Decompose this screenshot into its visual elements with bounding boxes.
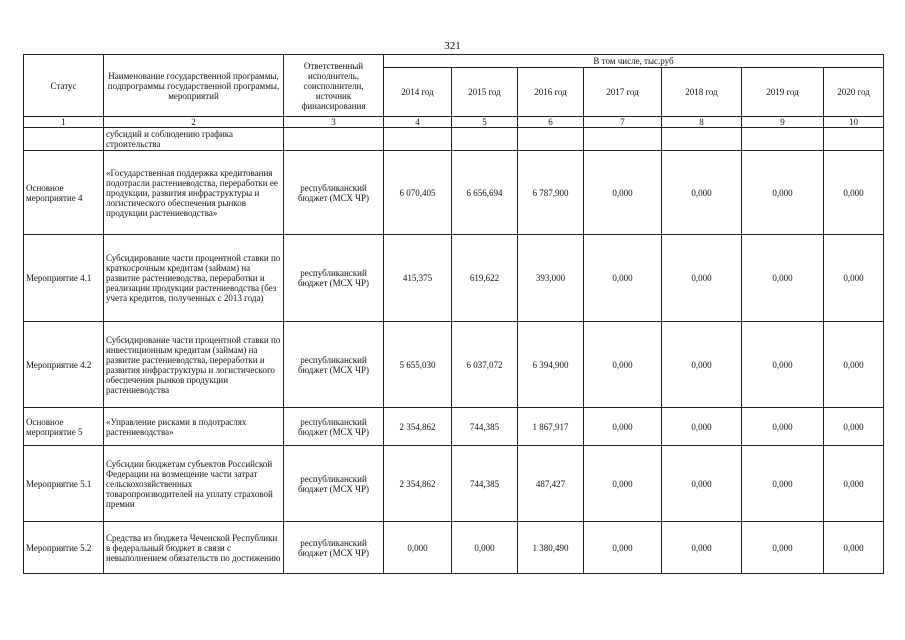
row-value: 0,000 <box>662 235 742 322</box>
row-value: 0,000 <box>584 408 662 446</box>
column-index-row <box>24 117 884 128</box>
header-responsible: Ответственный исполнитель, соисполнители, источник финансирования <box>284 55 384 117</box>
row-value: 0,000 <box>584 235 662 322</box>
row-name: Субсидирование части процентной ставки по краткосрочным кредитам (займам) на развитие растениеводства, переработки и реализации продукции растениеводства (без учета кредитов, полученных с 2013 года) <box>104 235 284 322</box>
column-index: 9 <box>742 117 824 128</box>
header-year: 2018 год <box>662 68 742 117</box>
page-number: 321 <box>444 40 461 52</box>
table-row <box>24 235 884 322</box>
row-name: Субсидии бюджетам субъектов Российской Федерации на возмещение части затрат сельскохозяйственных товаропроизводителей на уплату страховой премии <box>104 446 284 522</box>
row-value: 744,385 <box>452 446 518 522</box>
header-year: 2016 год <box>518 68 584 117</box>
row-value: 0,000 <box>742 408 824 446</box>
row-value: 0,000 <box>662 322 742 408</box>
row-value <box>384 128 452 151</box>
row-value: 0,000 <box>662 446 742 522</box>
row-status: Мероприятие 5.1 <box>24 446 104 522</box>
row-source: республиканский бюджет (МСХ ЧР) <box>284 151 384 235</box>
column-index: 3 <box>284 117 384 128</box>
row-value <box>824 128 884 151</box>
row-status: Мероприятие 4.1 <box>24 235 104 322</box>
row-status <box>24 128 104 151</box>
row-source: республиканский бюджет (МСХ ЧР) <box>284 522 384 574</box>
row-source: республиканский бюджет (МСХ ЧР) <box>284 235 384 322</box>
row-source: республиканский бюджет (МСХ ЧР) <box>284 322 384 408</box>
header-year: 2014 год <box>384 68 452 117</box>
column-index: 8 <box>662 117 742 128</box>
row-value: 0,000 <box>824 322 884 408</box>
row-value: 1 380,490 <box>518 522 584 574</box>
row-status: Основное мероприятие 5 <box>24 408 104 446</box>
table-row <box>24 446 884 522</box>
row-status: Мероприятие 4.2 <box>24 322 104 408</box>
row-value: 6 070,405 <box>384 151 452 235</box>
row-value: 393,000 <box>518 235 584 322</box>
budget-table <box>23 54 884 574</box>
row-value: 0,000 <box>824 408 884 446</box>
row-value: 0,000 <box>584 446 662 522</box>
header-year: 2020 год <box>824 68 884 117</box>
row-value: 0,000 <box>824 235 884 322</box>
row-value: 415,375 <box>384 235 452 322</box>
row-value: 0,000 <box>742 235 824 322</box>
row-value: 0,000 <box>452 522 518 574</box>
row-value: 0,000 <box>584 151 662 235</box>
column-index: 1 <box>24 117 104 128</box>
table-row <box>24 151 884 235</box>
row-value: 5 655,030 <box>384 322 452 408</box>
header-status: Статус <box>24 55 104 117</box>
header-year: 2015 год <box>452 68 518 117</box>
row-value: 619,622 <box>452 235 518 322</box>
row-source: республиканский бюджет (МСХ ЧР) <box>284 446 384 522</box>
header-year: 2017 год <box>584 68 662 117</box>
row-value <box>518 128 584 151</box>
row-value: 487,427 <box>518 446 584 522</box>
column-index: 5 <box>452 117 518 128</box>
row-name: «Управление рисками в подотраслях растениеводства» <box>104 408 284 446</box>
column-index: 4 <box>384 117 452 128</box>
row-value: 6 037,072 <box>452 322 518 408</box>
row-value: 0,000 <box>824 151 884 235</box>
row-source: республиканский бюджет (МСХ ЧР) <box>284 408 384 446</box>
row-name: Средства из бюджета Чеченской Республики в федеральный бюджет в связи с невыполнением обязательств по достижению <box>104 522 284 574</box>
row-value: 2 354,862 <box>384 408 452 446</box>
row-name: субсидий и соблюдению графика строительства <box>104 128 284 151</box>
row-value <box>452 128 518 151</box>
row-value: 0,000 <box>662 408 742 446</box>
row-value: 0,000 <box>384 522 452 574</box>
row-value <box>742 128 824 151</box>
row-value: 2 354,862 <box>384 446 452 522</box>
row-value: 0,000 <box>662 522 742 574</box>
row-status: Мероприятие 5.2 <box>24 522 104 574</box>
header-year: 2019 год <box>742 68 824 117</box>
table-row <box>24 128 884 151</box>
row-value: 0,000 <box>584 522 662 574</box>
row-value: 0,000 <box>742 151 824 235</box>
row-name: Субсидирование части процентной ставки по инвестиционным кредитам (займам) на развитие растениеводства, переработки и развития инфраструктуры и логистического обеспечения рынков продукции растениеводства <box>104 322 284 408</box>
row-source <box>284 128 384 151</box>
column-index: 6 <box>518 117 584 128</box>
column-index: 2 <box>104 117 284 128</box>
header-name: Наименование государственной программы, подпрограммы государственной программы, мероприятий <box>104 55 284 117</box>
row-value: 0,000 <box>742 446 824 522</box>
table-row <box>24 322 884 408</box>
row-value <box>584 128 662 151</box>
row-status: Основное мероприятие 4 <box>24 151 104 235</box>
row-value: 0,000 <box>742 322 824 408</box>
row-value: 0,000 <box>662 151 742 235</box>
row-value: 0,000 <box>824 446 884 522</box>
row-value: 6 787,900 <box>518 151 584 235</box>
table-row <box>24 408 884 446</box>
row-name: «Государственная поддержка кредитования подотрасли растениеводства, переработки ее продукции, развития инфраструктуры и логистического обеспечения рынков продукции растениеводства» <box>104 151 284 235</box>
row-value: 0,000 <box>742 522 824 574</box>
row-value: 0,000 <box>824 522 884 574</box>
row-value: 1 867,917 <box>518 408 584 446</box>
row-value: 0,000 <box>584 322 662 408</box>
column-index: 10 <box>824 117 884 128</box>
row-value: 6 656,694 <box>452 151 518 235</box>
row-value <box>662 128 742 151</box>
header-group: В том числе, тыс.руб <box>384 55 884 68</box>
row-value: 6 394,900 <box>518 322 584 408</box>
table-row <box>24 522 884 574</box>
row-value: 744,385 <box>452 408 518 446</box>
column-index: 7 <box>584 117 662 128</box>
